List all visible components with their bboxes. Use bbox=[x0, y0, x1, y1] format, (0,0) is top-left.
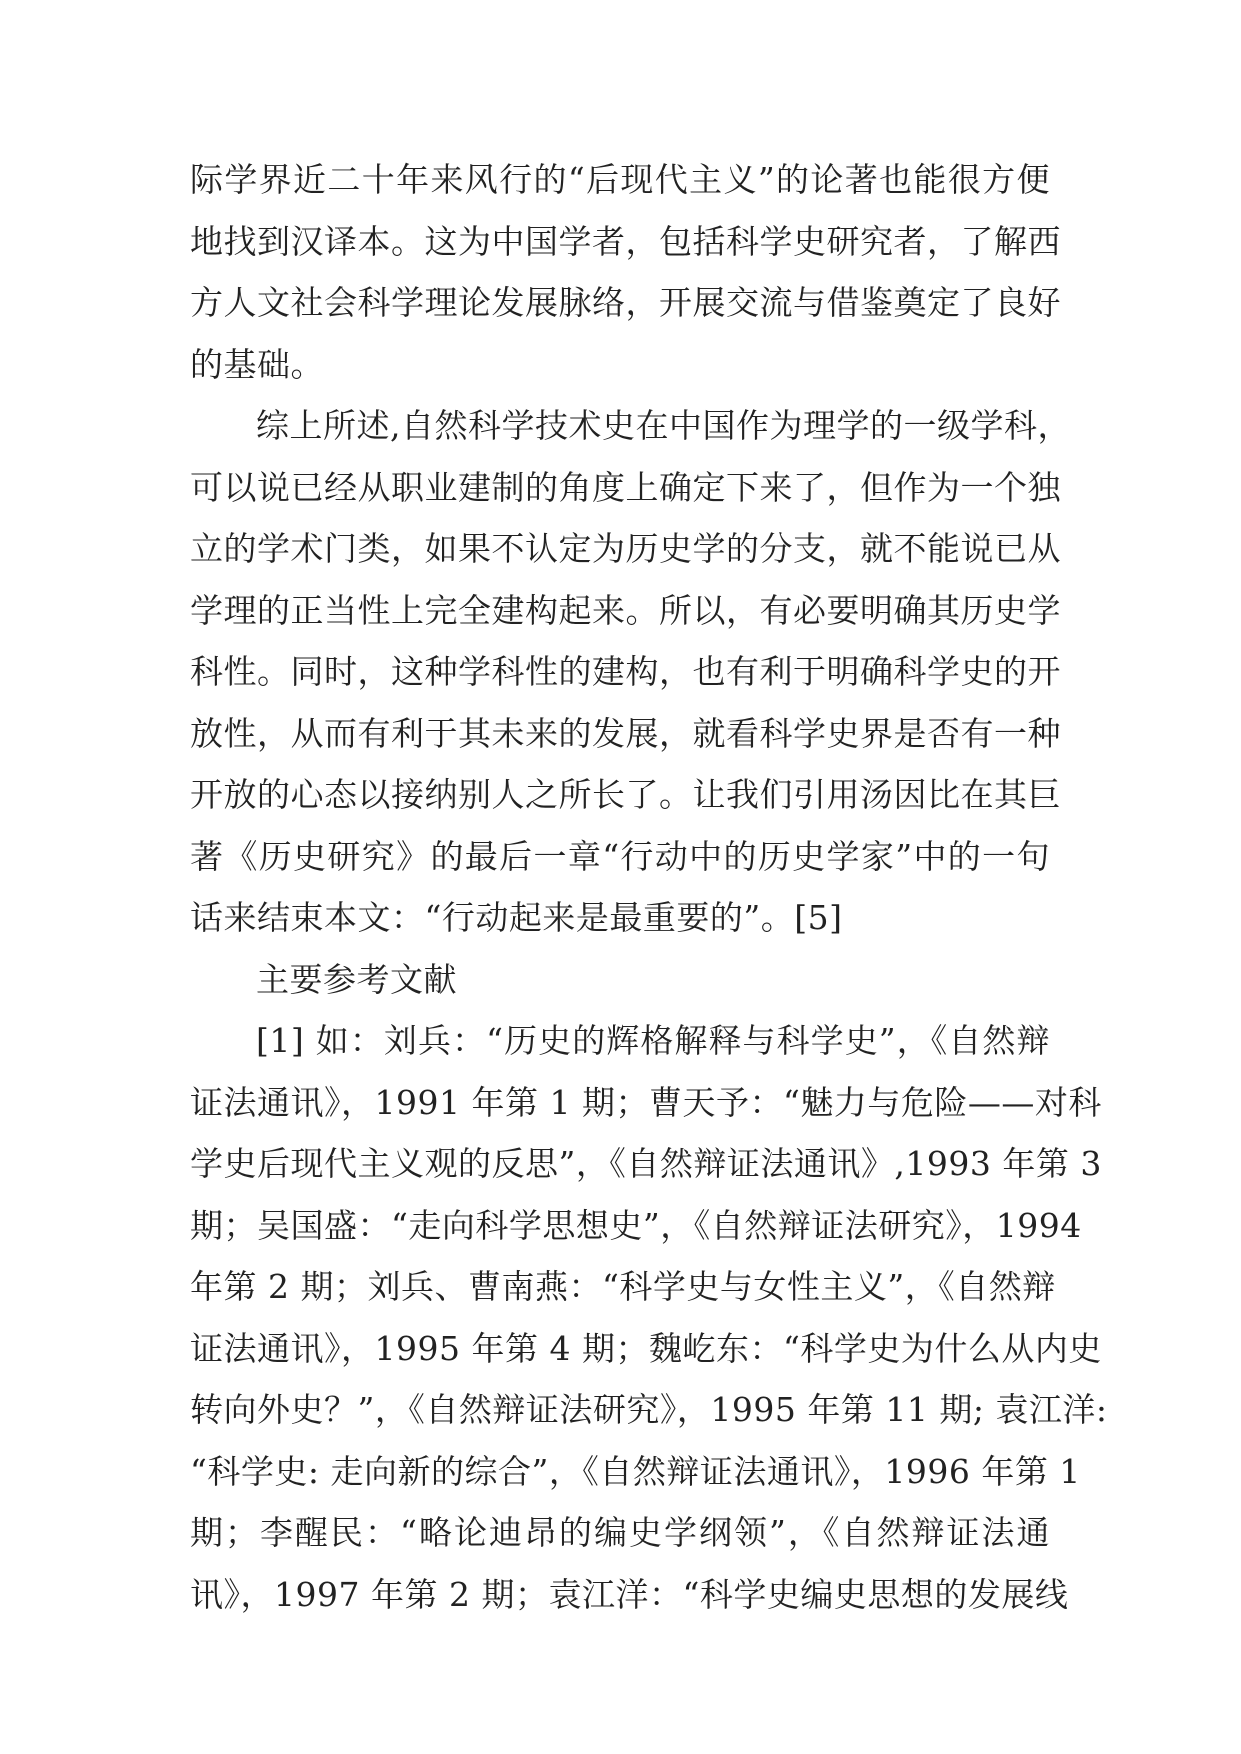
paragraph-line: 放性，从而有利于其未来的发展，就看科学史界是否有一种 bbox=[190, 713, 1061, 753]
paragraph-line: 开放的心态以接纳别人之所长了。让我们引用汤因比在其巨 bbox=[190, 775, 1061, 814]
paragraph-line: 地找到汉译本。这为中国学者，包括科学史研究者，了解西 bbox=[190, 221, 1061, 261]
document-body bbox=[190, 160, 1108, 1636]
paragraph-line: 学理的正当性上完全建构起来。所以，有必要明确其历史学 bbox=[190, 590, 1061, 630]
paragraph-line: 立的学术门类，如果不认定为历史学的分支，就不能说已从 bbox=[190, 529, 1061, 568]
paragraph-line: 际学界近二十年来风行的“后现代主义”的论著也能很方便 bbox=[190, 160, 1050, 199]
reference-line: 讯》，1997 年第 2 期；袁江洋：“科学史编史思想的发展线 bbox=[190, 1574, 1069, 1614]
paragraph-line: 方人文社会科学理论发展脉络，开展交流与借鉴奠定了良好 bbox=[190, 283, 1061, 322]
reference-line: [1] 如：刘兵：“历史的辉格解释与科学史”，《自然辩 bbox=[256, 1021, 1050, 1060]
paragraph-line: 的基础。 bbox=[190, 344, 324, 384]
reference-line: 期；吴国盛：“走向科学思想史”，《自然辩证法研究》，1994 bbox=[190, 1205, 1082, 1245]
paragraph-line: 著《历史研究》的最后一章“行动中的历史学家”中的一句 bbox=[190, 836, 1050, 876]
reference-line: 证法通讯》，1995 年第 4 期；魏屹东：“科学史为什么从内史 bbox=[190, 1328, 1102, 1368]
paragraph-line: 话来结束本文：“行动起来是最重要的”。[5] bbox=[190, 898, 843, 937]
paragraph-line: 科性。同时，这种学科性的建构，也有利于明确科学史的开 bbox=[190, 652, 1061, 691]
paragraph-line: 综上所述,自然科学技术史在中国作为理学的一级学科， bbox=[256, 406, 1071, 445]
paragraph-line: 可以说已经从职业建制的角度上确定下来了，但作为一个独 bbox=[190, 467, 1061, 507]
reference-line: “科学史: 走向新的综合”，《自然辩证法通讯》，1996 年第 1 bbox=[190, 1451, 1081, 1491]
reference-line: 证法通讯》，1991 年第 1 期；曹天予：“魅力与危险——对科 bbox=[190, 1082, 1102, 1122]
reference-line: 学史后现代主义观的反思”，《自然辩证法通讯》,1993 年第 3 bbox=[190, 1144, 1102, 1183]
reference-line: 转向外史？”，《自然辩证法研究》，1995 年第 11 期; 袁江洋: bbox=[190, 1390, 1108, 1429]
reference-line: 期；李醒民：“略论迪昂的编史学纲领”，《自然辩证法通 bbox=[190, 1513, 1050, 1552]
references-heading: 主要参考文献 bbox=[256, 959, 457, 999]
reference-line: 年第 2 期；刘兵、曹南燕：“科学史与女性主义”，《自然辩 bbox=[190, 1267, 1056, 1306]
